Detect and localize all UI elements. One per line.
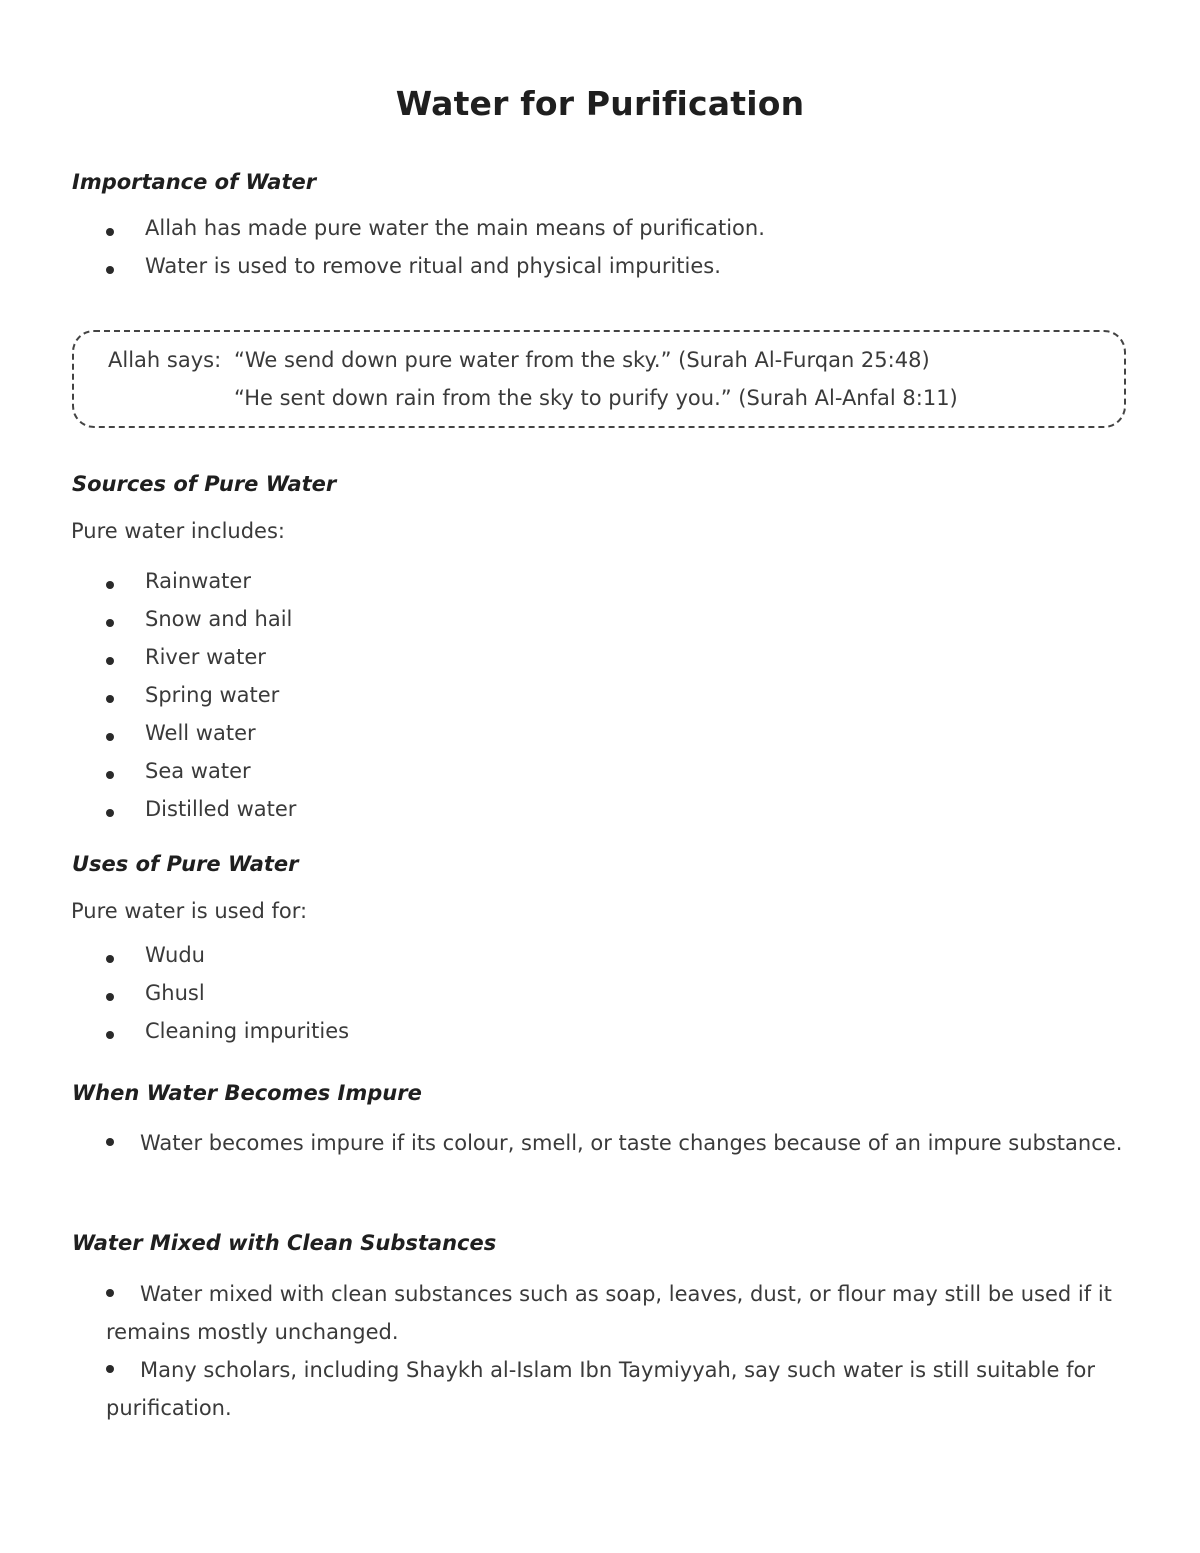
- bullet-icon: [106, 581, 114, 589]
- bullet-icon: [106, 266, 114, 274]
- bullet-icon: [106, 228, 114, 236]
- bullet-icon: [106, 1289, 114, 1297]
- impure-paragraph: Water becomes impure if its colour, smell, or taste changes because of an impure substance.: [106, 1124, 1136, 1162]
- uses-intro: Pure water is used for:: [71, 899, 308, 923]
- mixed-paragraph-2: Many scholars, including Shaykh al-Islam Ibn Taymiyyah, say such water is still suitable for purification.: [106, 1358, 1095, 1420]
- quote-line-1: “We send down pure water from the sky.” (Surah Al-Furqan 25:48): [234, 348, 930, 372]
- quote-box: [72, 330, 1126, 428]
- mixed-paragraph-1: Water mixed with clean substances such as soap, leaves, dust, or flour may still be used if it remains mostly unchanged.: [106, 1282, 1112, 1344]
- bullet-icon: [106, 1138, 114, 1146]
- bullet-icon: [106, 619, 114, 627]
- page-title: Water for Purification: [395, 84, 805, 123]
- bullet-icon: [106, 1031, 114, 1039]
- bullet-icon: [106, 955, 114, 963]
- heading-impure: When Water Becomes Impure: [72, 1081, 422, 1105]
- bullet-icon: [106, 733, 114, 741]
- heading-sources: Sources of Pure Water: [72, 472, 337, 496]
- quote-line-2: “He sent down rain from the sky to purify you.” (Surah Al-Anfal 8:11): [234, 386, 958, 410]
- bullet-icon: [106, 695, 114, 703]
- heading-importance: Importance of Water: [72, 170, 317, 194]
- quote-label: Allah says:: [108, 348, 222, 372]
- bullet-icon: [106, 993, 114, 1001]
- document-page: Water for Purification Importance of Water Allah has made pure water the main means of purification. Water is used to remove ritual and physical impurities. Allah says: “We send down pure water from the sky.” (Surah Al-Furqan 25:48) “He sent down rain from the sky to purify you.” (Surah Al-Anfal 8:11) Sources of Pure Water Pure water includes: Rainwater Snow and hail River water Spring water Well water Sea water Distilled water Uses of Pure Water Pure water is used for: Wudu Ghusl Cleaning impurities When Water Becomes Impure Water becomes impure if its colour, smell, or taste changes because of an impure substance. Water Mixed with Clean Substances Water mixed with clean substances such as soap, leaves, dust, or flour may still be used if it remains mostly unchanged. Many scholars, including Shaykh al-Islam Ibn Taymiyyah, say such water is still suitable for purification.: [0, 0, 1200, 1553]
- heading-mixed: Water Mixed with Clean Substances: [72, 1231, 497, 1255]
- bullet-icon: [106, 1365, 114, 1373]
- bullet-icon: [106, 771, 114, 779]
- bullet-icon: [106, 657, 114, 665]
- heading-uses: Uses of Pure Water: [72, 852, 299, 876]
- sources-intro: Pure water includes:: [71, 519, 285, 543]
- bullet-icon: [106, 809, 114, 817]
